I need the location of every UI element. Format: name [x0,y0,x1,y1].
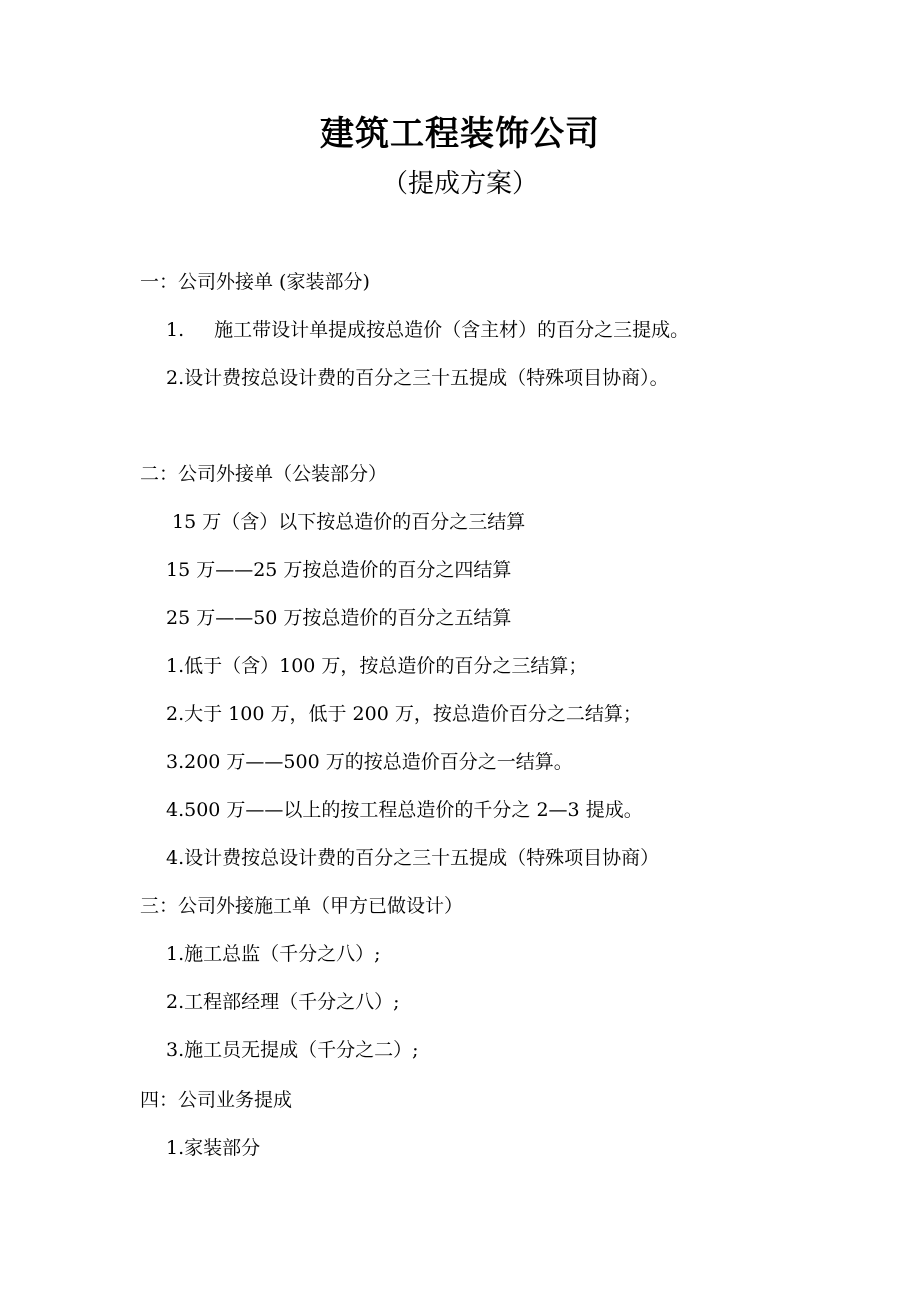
list-item [166,316,689,344]
list-item: 1.低于（含）100 万，按总造价的百分之三结算； [166,655,588,677]
section-heading: 二：公司外接单（公装部分） [140,463,388,485]
list-item: 2.设计费按总设计费的百分之三十五提成（特殊项目协商）。 [166,367,669,389]
list-item: 1.施工总监（千分之八）; [166,943,381,965]
page-subtitle: （提成方案） [381,169,538,199]
list-item: 2.工程部经理（千分之八）; [166,991,400,1013]
list-item: 25 万——50 万按总造价的百分之五结算 [166,607,512,629]
list-item: 4.设计费按总设计费的百分之三十五提成（特殊项目协商） [166,847,660,869]
section-heading: 一：公司外接单 (家装部分) [140,271,370,293]
list-item: 15 万（含）以下按总造价的百分之三结算 [172,511,526,533]
list-item: 1.家装部分 [166,1137,261,1159]
list-item: 4.500 万——以上的按工程总造价的千分之 2—3 提成。 [166,799,643,821]
list-item: 2.大于 100 万，低于 200 万，按总造价百分之二结算； [166,703,642,725]
page-title: 建筑工程装饰公司 [320,114,600,154]
section-heading: 四：公司业务提成 [140,1089,293,1111]
list-item-number: 1. [166,319,185,341]
list-item-text: 施工带设计单提成按总造价（含主材）的百分之三提成。 [214,319,690,341]
list-item: 3.施工员无提成（千分之二）; [166,1039,419,1061]
section-heading: 三：公司外接施工单（甲方已做设计） [140,895,464,917]
list-item: 3.200 万——500 万的按总造价百分之一结算。 [166,751,573,773]
list-item: 15 万——25 万按总造价的百分之四结算 [166,559,512,581]
